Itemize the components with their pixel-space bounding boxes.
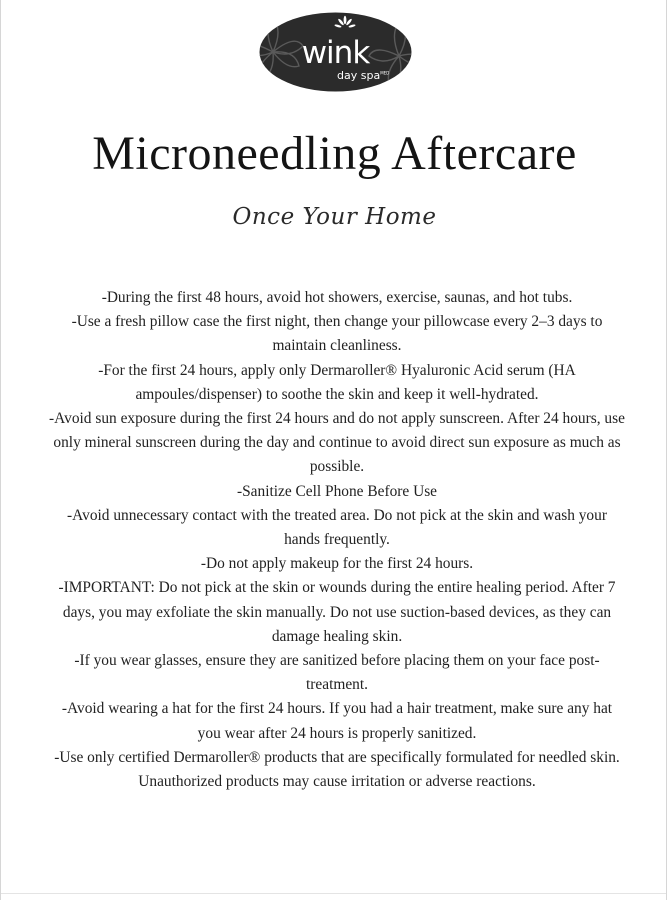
logo-trademark: MED (380, 70, 390, 76)
logo-tagline (337, 70, 389, 81)
document-subtitle: Once Your Home (232, 204, 437, 230)
instruction-item: -For the first 24 hours, apply only Dermaroller® Hyaluronic Acid serum (HA ampoules/dispenser) to soothe the skin and keep it well-hydrated. (98, 361, 576, 403)
instruction-item: -Do not apply makeup for the first 24 hours. (200, 555, 474, 573)
document-title: Microneedling Aftercare (92, 127, 577, 180)
logo-wordmark: wink (301, 35, 370, 71)
instruction-item: -During the first 48 hours, avoid hot showers, exercise, saunas, and hot tubs. (101, 289, 573, 306)
instruction-item: -Sanitize Cell Phone Before Use (236, 482, 438, 500)
instruction-item: -Avoid sun exposure during the first 24 hours and do not apply sunscreen. After 24 hours, use only mineral sunscreen during the day and continue to avoid direct sun exposure as much as possible. (49, 410, 625, 476)
instruction-item: -Use a fresh pillow case the first night, then change your pillowcase every 2–3 days to maintain cleanliness. (71, 313, 603, 355)
instruction-item: -Avoid wearing a hat for the first 24 hours. If you had a hair treatment, make sure any hat you wear after 24 hours is properly sanitized. (61, 700, 613, 742)
wink-day-spa-logo (259, 12, 412, 92)
instruction-item: -IMPORTANT: Do not pick at the skin or wounds during the entire healing period. After 7 days, you may exfoliate the skin manually. Do not use suction-based devices, as they can damage healing skin. (58, 579, 616, 645)
instruction-item: -Use only certified Dermaroller® products that are specifically formulated for needled skin. Unauthorized products may cause irritation or adverse reactions. (54, 748, 620, 791)
instruction-item: -Avoid unnecessary contact with the treated area. Do not pick at the skin and wash your hands frequently. (67, 506, 607, 549)
instruction-item: -If you wear glasses, ensure they are sanitized before placing them on your face post-treatment. (74, 652, 600, 694)
aftercare-instructions-list (49, 286, 625, 794)
logo-tagline-text: day spa (337, 69, 381, 82)
